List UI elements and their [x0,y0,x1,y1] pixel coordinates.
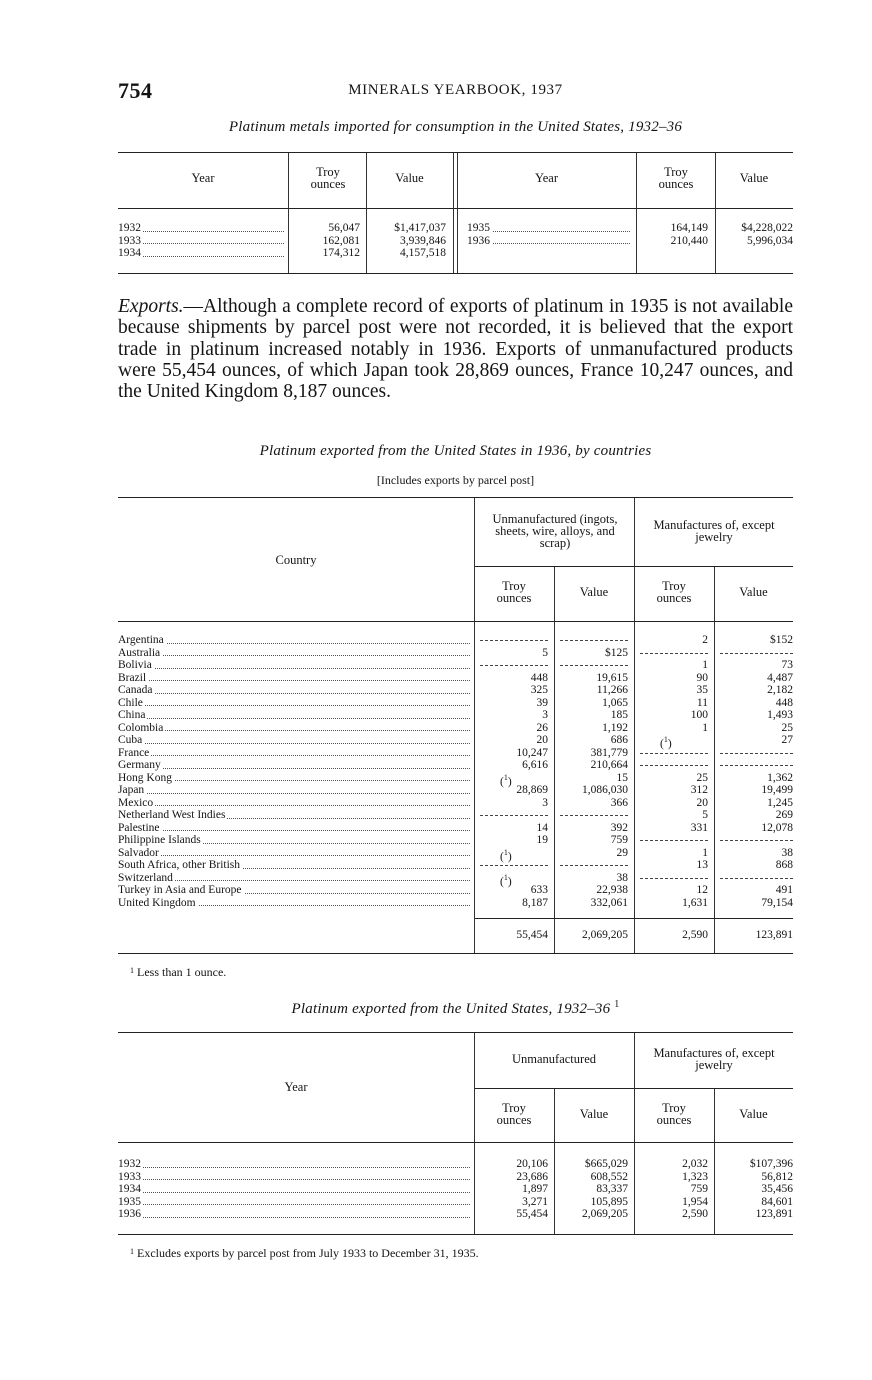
table3-footnote [130,1246,479,1261]
table2-header-manufactures: Manufactures of, except jewelry [653,518,775,544]
table3-m-troy-cell: 1,323 [682,1170,708,1183]
table2-country-cell-text: South Africa, other British [118,859,241,871]
table3-header-rule [118,1142,793,1143]
table1-value-cell: $1,417,037 [394,222,446,234]
table3-header-m-troy: Troy ounces [656,1101,692,1127]
table2-total-m-value: 123,891 [755,929,793,941]
table2-u-value-cell: 22,938 [596,884,628,896]
table2-u-troy-cell: 28,869 [516,784,548,796]
table3-m-value-cell: 123,891 [755,1208,793,1220]
table2-country-cell-text: Cuba [118,734,143,746]
table2-total-u-value: 2,069,205 [582,929,628,941]
table3-bottom-rule [118,1234,793,1235]
table1-year-cell-text: 1934 [118,247,141,259]
table2-country-cell-text: Canada [118,684,153,696]
table2-u-troy-cell [478,859,548,872]
table2-header-m-troy: Troy ounces [656,579,692,605]
table2-country-cell-text: Turkey in Asia and Europe [118,884,242,896]
footnote-mark: 1 [130,966,134,975]
table2-m-value-cell: 448 [775,696,793,709]
table2-u-value-cell: 210,664 [590,759,628,771]
table3-top-rule [118,1032,793,1033]
table2-u-troy-cell: 3 [542,796,548,809]
table1-troy-cell: 210,440 [670,234,708,247]
table2-total-u-troy: 55,454 [516,929,548,941]
table2-u-troy-cell: 10,247 [516,746,548,759]
table2-u-troy-cell: ($^1$) [500,772,512,788]
table2-top-rule [118,497,793,498]
table3-u-value-cell: 105,895 [590,1195,628,1208]
dot-leader [118,1204,470,1205]
table1-value-cell: $4,228,022 [741,222,793,234]
table2-m-value-cell: 38 [781,846,793,859]
dot-leader [118,793,470,794]
table2-u-value-cell: 366 [610,796,628,809]
table1-year-cell-text: 1932 [118,222,141,234]
table2-country-cell-text: Palestine [118,821,160,834]
table2-u-troy-cell: 26 [536,721,548,734]
table3-year-cell-text: 1932 [118,1158,141,1170]
table2-u-value-cell: 1,065 [602,696,628,709]
table2-u-value-column [558,634,628,909]
table2-caption: Platinum exported from the United States in 1936, by countries [259,443,652,459]
table2-country-cell-text: Philippine Islands [118,834,201,846]
table2-country-column [118,634,470,909]
table2-u-value-cell: 38 [616,871,628,884]
table2-m-value-cell [718,759,793,772]
table3-u-value-cell: 608,552 [590,1170,628,1183]
table2-u-troy-cell: 5 [542,646,548,659]
table2-m-value-cell: 4,487 [767,671,793,684]
table3-caption-text: Platinum exported from the United States, 1932–36 [291,1001,611,1017]
table3-header-u-troy: Troy ounces [496,1101,532,1127]
table3-u-value-cell: 2,069,205 [582,1208,628,1220]
table1-value-cell: 5,996,034 [747,234,793,247]
table2-u-value-cell: $125 [605,646,628,659]
table2-u-value-cell [558,809,628,822]
table2-u-troy-cell: 3 [542,709,548,721]
table2-country-cell-text: Netherland West Indies [118,809,226,821]
dot-leader [118,693,470,694]
table3-u-value-cell: $665,029 [584,1158,628,1170]
table2-u-value-cell [558,659,628,672]
table1-value-cell: 4,157,518 [400,247,446,259]
table2-divider [634,498,635,953]
dot-leader [118,755,470,756]
table2-m-troy-cell: 12 [696,884,708,896]
table1-divider [636,153,637,273]
table2-divider [554,567,555,953]
table2-country-cell [118,709,470,722]
table1-header-year-right: Year [534,171,559,185]
table2-u-troy-cell: 39 [536,696,548,709]
table2-u-value-cell: 19,615 [596,671,628,684]
dot-leader [118,1217,470,1218]
table3-year-cell [118,1208,470,1221]
dot-leader [118,680,470,681]
table1-header-troy-left: Troy ounces [310,165,346,191]
table3-u-value-column [558,1158,628,1221]
table3-u-troy-cell: 55,454 [516,1208,548,1220]
table1-divider [715,153,716,273]
table3-u-troy-cell: 3,271 [522,1195,548,1208]
table2-u-troy-cell: 20 [536,734,548,746]
table2-country-cell-text: Australia [118,646,161,659]
table1-top-rule [118,152,793,153]
table2-u-troy-cell [478,809,548,822]
table3-year-cell-text: 1933 [118,1170,141,1183]
table3-m-value-cell: 56,812 [761,1170,793,1183]
table2-m-troy-cell [638,747,708,760]
running-header [118,78,793,106]
table1-header-year-left: Year [191,171,215,185]
table2-m-value-cell [718,834,793,847]
table2-u-value-cell [558,859,628,872]
table3-m-troy-cell: 2,590 [682,1208,708,1220]
paragraph-body: —Although a complete record of exports of platinum in 1935 is not available because shipments by parcel post were not recorded, it is believed that the export trade in platinum increased notably in 1936. Exports of unmanufactured products were 55,454 ounces, of which Japan took 28,869 ounces, France 10,247 ounces, and the United Kingdom 8,187 ounces. [118,296,793,403]
table2-m-troy-cell: 25 [696,771,708,784]
table3-header-m-value: Value [739,1107,768,1121]
dot-leader [118,730,470,731]
table2-u-troy-cell [478,659,548,672]
table2-country-cell-text: Colombia [118,721,164,734]
table1-year-cell-text: 1933 [118,234,141,247]
footnote-text: Excludes exports by parcel post from July 1933 to December 31, 1935. [137,1246,479,1260]
table1-right-value-column [717,222,793,247]
table2-country-cell-text: Chile [118,696,143,709]
table2-country-cell [118,722,470,735]
table2-m-value-cell: $152 [770,634,793,646]
table2-country-cell [118,797,470,810]
table2-country-cell-text: Hong Kong [118,771,172,784]
table1-year-cell-text: 1935 [467,222,490,234]
table2-country-cell [118,859,470,872]
table1-right-troy-column [638,222,708,247]
table2-country-cell [118,734,470,747]
table3-u-troy-cell: 20,106 [516,1158,548,1170]
table2-u-troy-column [478,634,548,909]
table2-m-value-cell: 19,499 [761,784,793,796]
table2-bottom-rule [118,953,793,954]
table1-header-rule [118,208,793,209]
table2-m-troy-cell: 20 [696,796,708,809]
table2-header-country: Country [275,553,317,567]
table2-u-value-cell: 185 [610,709,628,721]
table2-country-cell [118,847,470,860]
table3-u-troy-cell: 23,686 [516,1170,548,1183]
table1-year-cell-text: 1936 [467,234,490,247]
table3-year-cell [118,1171,470,1184]
table1-bottom-rule [118,273,793,274]
table2-country-cell [118,697,470,710]
table2-header-m-value: Value [739,585,768,599]
table2-country-cell-text: Germany [118,759,161,771]
table2-u-troy-cell: 19 [536,834,548,846]
table2-u-troy-cell: 8,187 [522,896,548,909]
table2-m-troy-cell: 312 [690,784,708,796]
table2-u-troy-cell: 14 [536,821,548,834]
table1-left-value-column [368,222,446,260]
table3-m-troy-cell: 759 [690,1183,708,1195]
table1-troy-cell: 56,047 [328,222,360,234]
table2-u-value-cell: 759 [610,834,628,846]
table3-header-manufactures: Manufactures of, except jewelry [653,1046,775,1072]
table2-divider [474,498,475,953]
table2-m-troy-cell: ($^1$) [660,735,672,750]
table1-header-troy-right: Troy ounces [658,165,694,191]
table2-footnote [130,965,226,980]
table3-m-value-column [718,1158,793,1221]
table2-country-cell-text: Bolivia [118,659,152,671]
table2-country-cell-text: Switzerland [118,871,173,884]
table1-year-cell [118,222,284,235]
table3-m-troy-cell: 2,032 [682,1158,708,1170]
table2-m-troy-cell: 35 [696,684,708,696]
exports-paragraph [118,296,793,402]
table1-year-cell [467,235,630,248]
table1-year-cell [118,235,284,248]
table1-caption: Platinum metals imported for consumption in the United States, 1932–36 [228,119,683,135]
table1-left-troy-column [290,222,360,260]
table2-country-cell [118,634,470,647]
table3-year-cell [118,1196,470,1209]
table2-country-cell [118,647,470,660]
table2-m-value-cell: 12,078 [761,821,793,834]
dot-leader [118,668,470,669]
table2-header-u-value: Value [579,585,609,599]
table2-m-troy-cell: 5 [702,809,708,821]
table1-year-cell [467,222,630,235]
table1-year-cell [118,247,284,260]
table2-total-m-troy: 2,590 [682,929,708,941]
dot-leader [118,768,470,769]
table3-year-cell [118,1183,470,1196]
table2-m-value-cell: 2,182 [767,684,793,696]
table2-m-value-cell: 491 [775,884,793,896]
table2-m-troy-cell: 11 [696,696,708,709]
table2-m-troy-cell [638,834,708,847]
table2-u-value-cell: 1,086,030 [582,784,628,796]
paragraph-lead: Exports. [118,296,184,317]
table1-header-value-left: Value [395,171,424,185]
table2-country-cell [118,684,470,697]
table3-year-column [118,1158,470,1221]
table2-u-value-cell: 686 [610,734,628,746]
table2-m-troy-cell [638,647,708,660]
dot-leader [118,705,470,706]
table3-m-value-cell: 35,456 [761,1183,793,1195]
table2-m-troy-cell: 1 [702,846,708,859]
table2-divider [714,567,715,953]
table2-m-value-cell: 1,362 [767,771,793,784]
table1-troy-cell: 162,081 [322,234,360,247]
table2-u-troy-cell: 448 [530,671,548,684]
table2-m-troy-cell: 1,631 [682,896,708,909]
table3-header-unmanufactured: Unmanufactured [512,1052,596,1066]
table3-m-troy-cell: 1,954 [682,1195,708,1208]
table2-m-troy-cell: 1 [702,721,708,734]
table2-m-troy-cell: 1 [702,659,708,671]
table2-u-value-cell: 29 [616,846,628,859]
table2-u-value-cell: 15 [616,771,628,784]
table2-country-cell-text: Japan [118,784,145,796]
table2-m-value-column [718,634,793,909]
dot-leader [118,1192,470,1193]
table2-country-cell-text: Argentina [118,634,164,646]
table2-u-troy-cell: 633 [530,884,548,896]
table2-country-cell-text: United Kingdom [118,896,196,909]
table2-m-troy-cell: 2 [702,634,708,646]
table2-m-troy-cell [638,872,708,885]
table2-m-value-cell: 1,493 [767,709,793,721]
footnote-mark: 1 [130,1247,134,1256]
table2-m-troy-cell: 13 [696,859,708,871]
table2-subcaption: [Includes exports by parcel post] [376,473,535,487]
table2-country-cell-text: China [118,709,146,721]
table2-u-value-cell: 11,266 [596,684,628,696]
table1-header-value-right: Value [739,171,769,185]
table2-u-troy-cell: ($^1$) [500,872,512,888]
table3-m-troy-column [638,1158,708,1221]
table3-header-year: Year [284,1080,308,1094]
table3-u-value-cell: 83,337 [596,1183,628,1195]
table2-u-value-cell [558,634,628,647]
table2-m-value-cell [718,872,793,885]
table3-divider [634,1033,635,1234]
table2-country-cell [118,747,470,760]
table1-divider [453,153,454,273]
table2-header-u-troy: Troy ounces [496,579,532,605]
table2-header-rule [118,621,793,622]
table3-caption-mark: 1 [614,999,620,1010]
table3-u-troy-column [478,1158,548,1221]
table2-country-cell-text: France [118,746,150,759]
table2-country-cell [118,659,470,672]
table2-country-cell [118,772,470,785]
dot-leader [118,655,470,656]
table2-u-value-cell: 381,779 [590,746,628,759]
table1-divider [366,153,367,273]
table2-m-value-cell: 27 [781,734,793,746]
table1-right-year-column [467,222,630,247]
table2-country-cell [118,822,470,835]
table3-header-u-value: Value [579,1107,609,1121]
table2-u-troy-cell: 325 [530,684,548,696]
table2-m-troy-cell: 90 [696,671,708,684]
dot-leader [118,830,470,831]
table1-value-cell: 3,939,846 [400,234,446,247]
table3-year-cell-text: 1936 [118,1208,141,1220]
table2-u-troy-cell [478,634,548,647]
table3-year-cell [118,1158,470,1171]
table2-m-value-cell: 1,245 [767,796,793,809]
dot-leader [118,805,470,806]
table2-m-value-cell: 868 [775,859,793,871]
running-title: MINERALS YEARBOOK, 1937 [348,82,563,98]
table2-m-troy-column [638,634,708,909]
table1-divider [457,153,458,273]
table2-m-value-cell: 25 [781,721,793,734]
table2-u-value-cell: 392 [610,821,628,834]
table3-caption [118,999,793,1018]
table3-year-cell-text: 1934 [118,1183,141,1195]
table2-m-value-cell [718,647,793,660]
dot-leader [118,855,470,856]
dot-leader [118,1167,470,1168]
table2-country-cell [118,884,470,897]
table2-u-troy-cell: ($^1$) [500,847,512,863]
table2-m-value-cell [718,747,793,760]
table2-u-troy-cell: 6,616 [522,759,548,771]
table2-m-value-cell: 269 [775,809,793,821]
table3-year-cell-text: 1935 [118,1195,141,1208]
table2-u-value-cell: 332,061 [590,896,628,909]
table2-country-cell-text: Brazil [118,671,147,684]
table2-country-cell [118,809,470,822]
table1-troy-cell: 164,149 [670,222,708,234]
table2-m-troy-cell [638,759,708,772]
table2-m-value-cell: 73 [781,659,793,671]
table2-header-unmanufactured: Unmanufactured (ingots, sheets, wire, alloys, and scrap) [492,512,618,550]
dot-leader [118,718,470,719]
page-number: 754 [118,78,153,103]
table3-m-value-cell: 84,601 [761,1195,793,1208]
table2-country-cell-text: Mexico [118,796,154,809]
table3-u-troy-cell: 1,897 [522,1183,548,1195]
table3-m-value-cell: $107,396 [749,1158,793,1170]
table1-divider [288,153,289,273]
table2-m-value-cell: 79,154 [761,896,793,909]
table2-country-cell [118,759,470,772]
table2-country-cell [118,784,470,797]
table2-country-cell [118,897,470,910]
table2-country-cell-text: Salvador [118,846,159,859]
table2-country-cell [118,834,470,847]
dot-leader [118,1179,470,1180]
table2-country-cell [118,672,470,685]
footnote-text: Less than 1 ounce. [137,965,227,979]
table1-troy-cell: 174,312 [322,247,360,259]
table2-country-cell [118,872,470,885]
table2-u-value-cell: 1,192 [602,721,628,734]
table2-m-troy-cell: 331 [690,821,708,834]
dot-leader [118,643,470,644]
table2-m-troy-cell: 100 [690,709,708,721]
table1-left-year-column [118,222,284,260]
dot-leader [118,743,470,744]
